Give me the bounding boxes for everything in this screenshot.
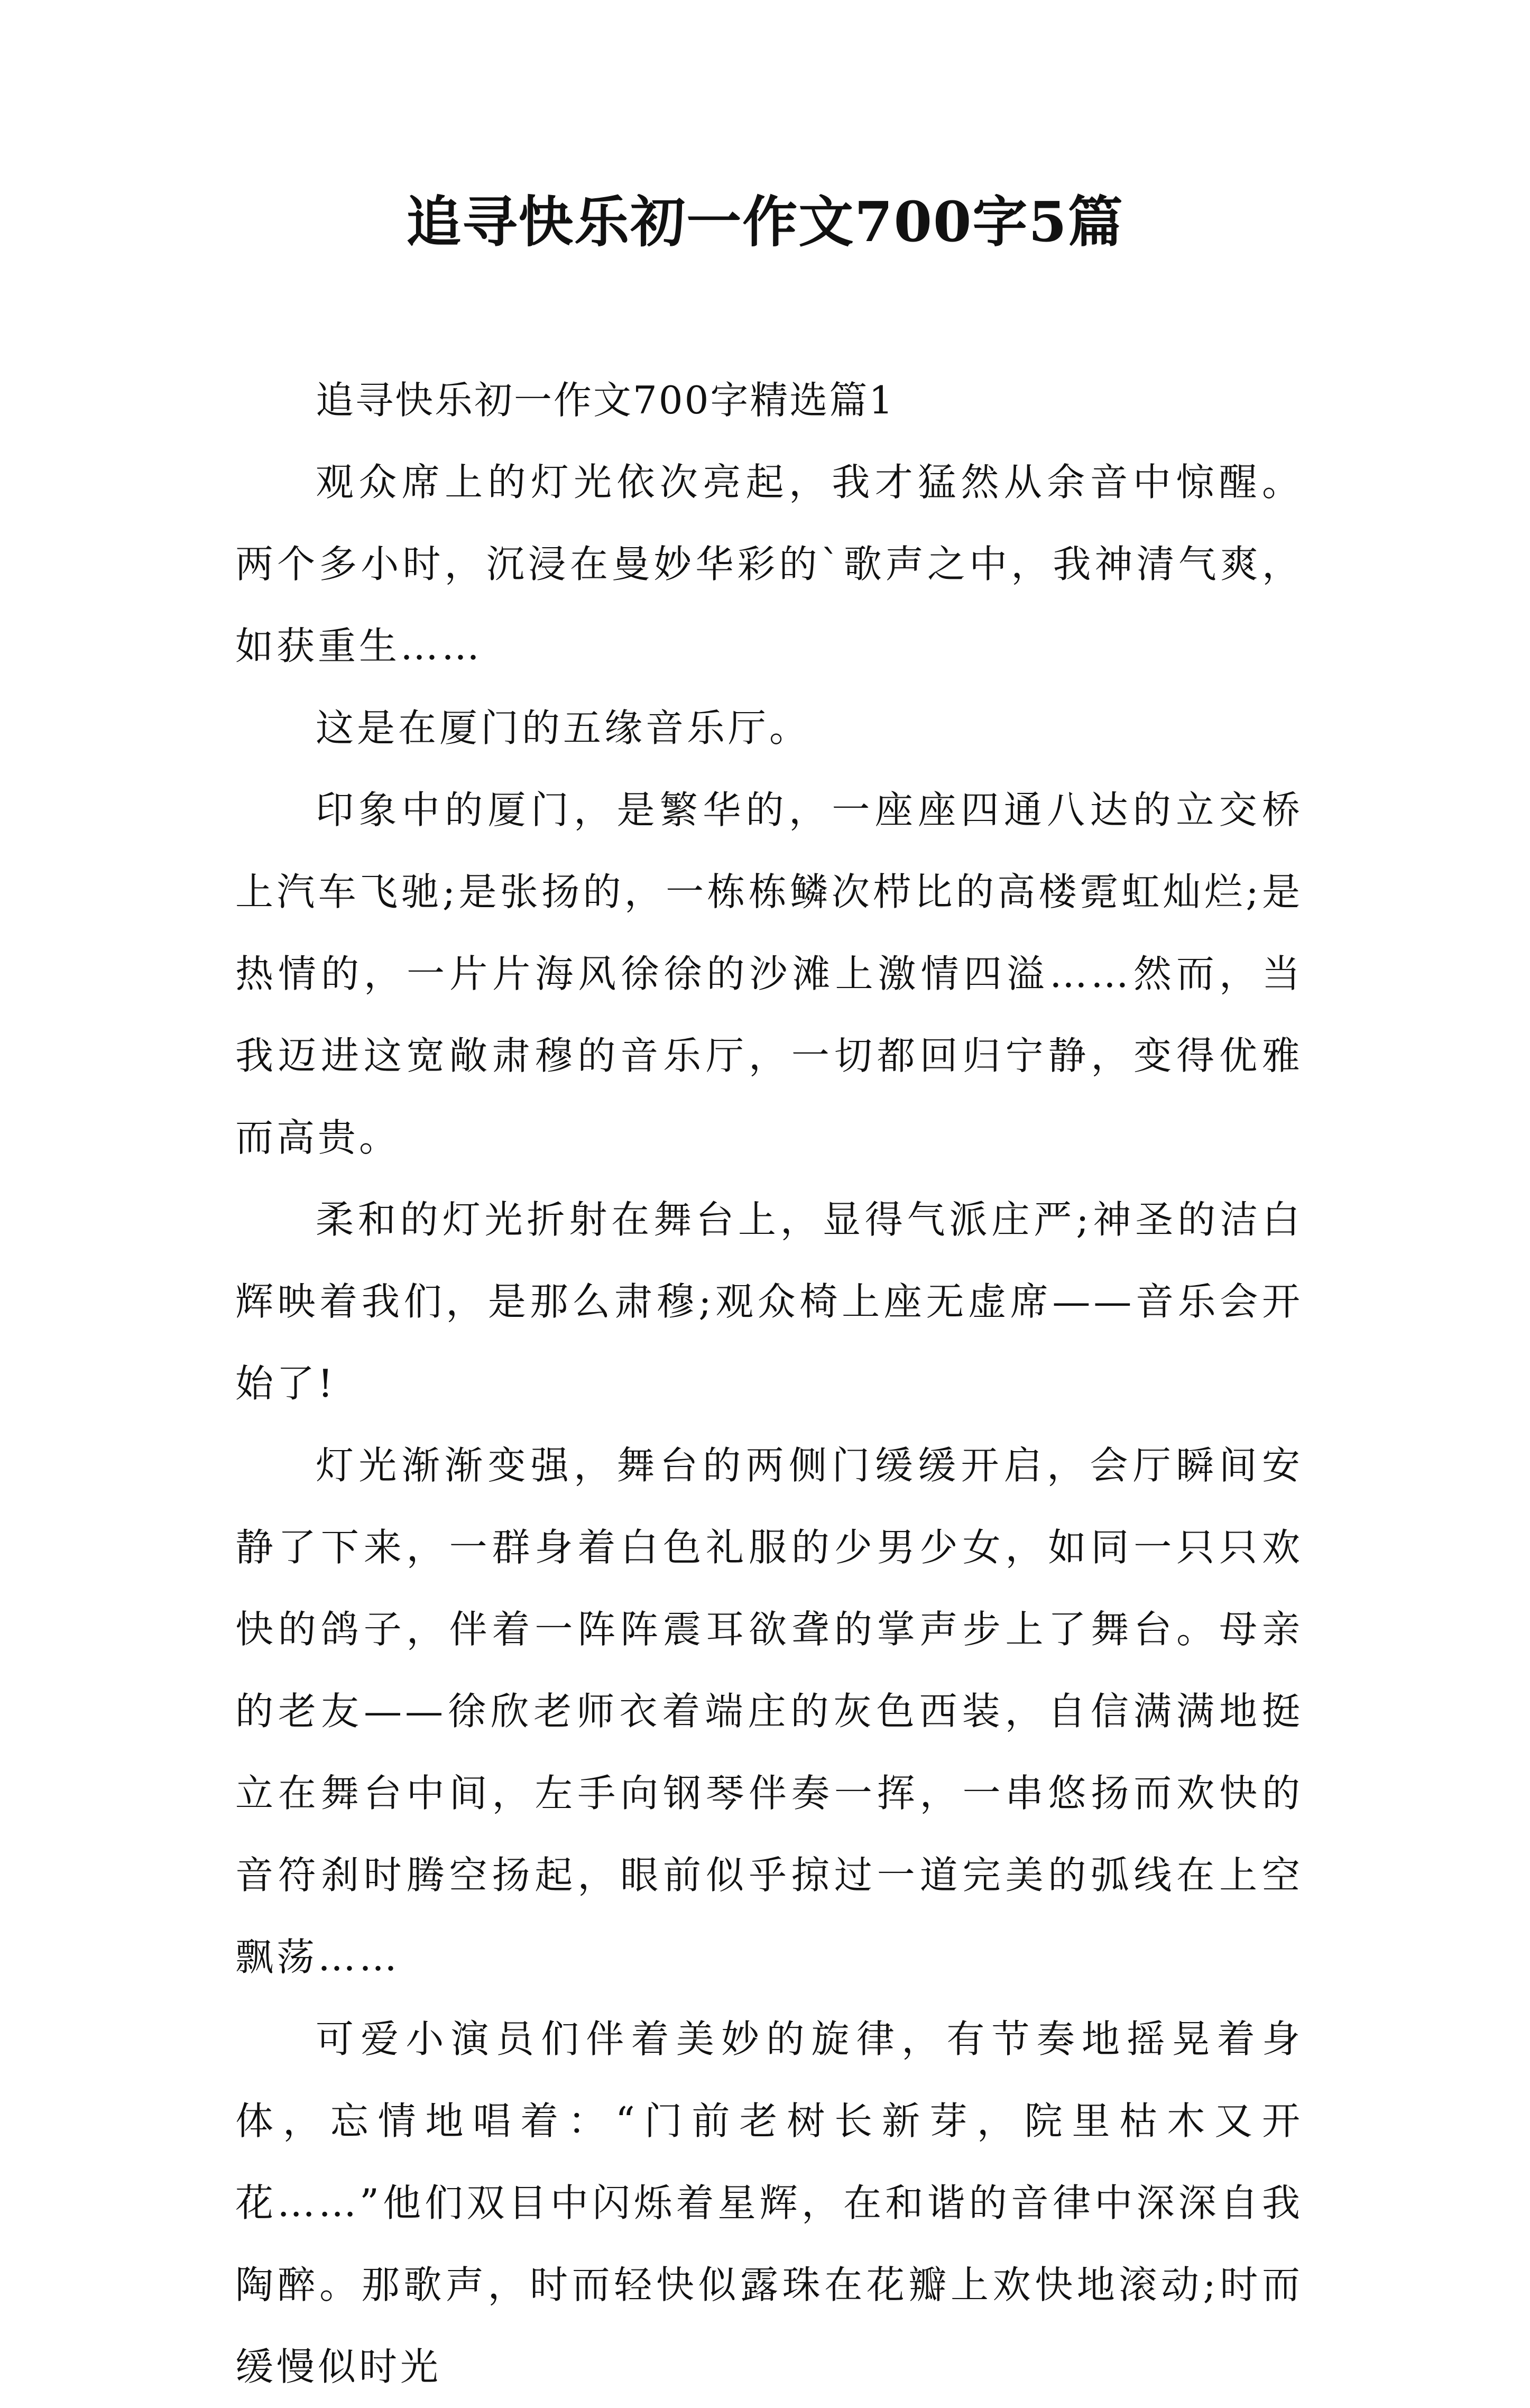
paragraph: 印象中的厦门，是繁华的，一座座四通八达的立交桥上汽车飞驰;是张扬的，一栋栋鳞次栉比的高楼霓虹灿烂;是热情的，一片片海风徐徐的沙滩上激情四溢……然而，当我迈进这宽敞肃穆的音乐厅，一切都回归宁静，变得优雅而高贵。 — [235, 788, 1303, 1160]
paragraph: 可爱小演员们伴着美妙的旋律，有节奏地摇晃着身体，忘情地唱着：“门前老树长新芽，院里枯木又开花……”他们双目中闪烁着星辉，在和谐的音律中深深自我陶醉。那歌声，时而轻快似露珠在花瓣上欢快地滚动;时而缓慢似时光 — [235, 2017, 1303, 2389]
document-title: 追寻快乐初一作文700字5篇 — [406, 189, 1124, 254]
section-heading: 追寻快乐初一作文700字精选篇1 — [316, 378, 895, 422]
paragraph: 观众席上的灯光依次亮起，我才猛然从余音中惊醒。两个多小时，沉浸在曼妙华彩的`歌声之中，我神清气爽，如获重生…… — [235, 460, 1303, 668]
document-body — [235, 359, 1303, 2408]
paragraph: 柔和的灯光折射在舞台上，显得气派庄严;神圣的洁白辉映着我们，是那么肃穆;观众椅上座无虚席——音乐会开始了! — [235, 1197, 1303, 1406]
paragraph: 这是在厦门的五缘音乐厅。 — [316, 706, 811, 750]
paragraph: 灯光渐渐变强，舞台的两侧门缓缓开启，会厅瞬间安静了下来，一群身着白色礼服的少男少女，如同一只只欢快的鸽子，伴着一阵阵震耳欲聋的掌声步上了舞台。母亲的老友——徐欣老师衣着端庄的灰色西装，自信满满地挺立在舞台中间，左手向钢琴伴奏一挥，一串悠扬而欢快的音符刹时腾空扬起，眼前似乎掠过一道完美的弧线在上空飘荡…… — [235, 1443, 1303, 1979]
